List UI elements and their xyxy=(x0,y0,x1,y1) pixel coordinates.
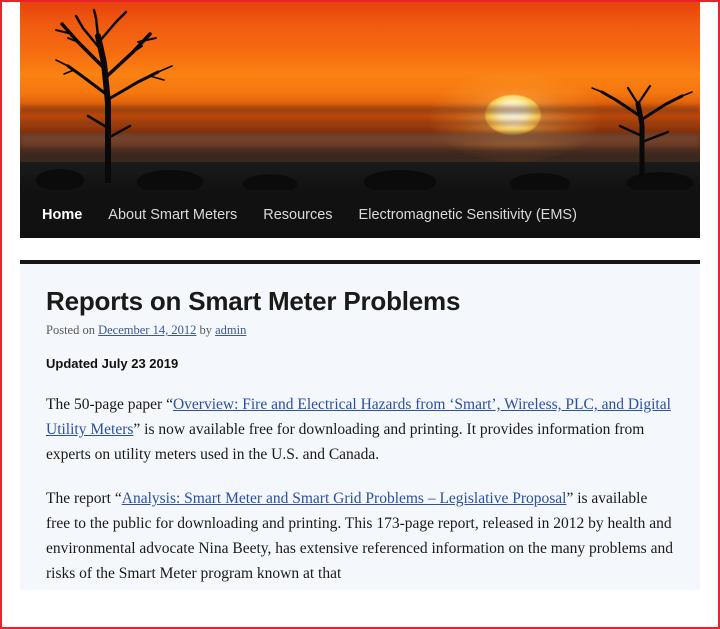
paragraph-overview xyxy=(46,393,674,467)
updated-notice: Updated July 23 2019 xyxy=(46,356,179,371)
main-navigation[interactable] xyxy=(20,192,700,238)
link-analysis-report[interactable]: Analysis: Smart Meter and Smart Grid Problems – Legislative Proposal xyxy=(121,490,567,508)
paragraph-overview-after: ” is now available free for downloading and printing. It provides information from experts on utility meters used in the U.S. and Canada. xyxy=(46,420,645,463)
link-overview-paper[interactable]: Overview: Fire and Electrical Hazards from ‘Smart’, Wireless, PLC, and Digital Utility Meters xyxy=(46,396,671,438)
banner-image xyxy=(20,2,700,238)
post-author-link[interactable]: admin xyxy=(215,323,247,337)
silhouette-tree-left xyxy=(38,8,188,183)
by-label: by xyxy=(199,323,212,337)
paragraph-analysis xyxy=(46,487,674,586)
web-page xyxy=(2,2,718,627)
nav-item-home[interactable]: Home xyxy=(42,207,83,223)
article-content xyxy=(20,260,700,590)
entry-meta xyxy=(46,323,674,338)
nav-item-about-smart-meters[interactable]: About Smart Meters xyxy=(108,207,238,223)
nav-item-electromagnetic-sensitivity[interactable]: Electromagnetic Sensitivity (EMS) xyxy=(358,207,577,223)
paragraph-analysis-before: The report “ xyxy=(46,490,122,508)
silhouette-tree-right xyxy=(580,76,700,176)
site-container xyxy=(20,2,700,590)
post-date-link[interactable]: December 14, 2012 xyxy=(98,323,197,337)
nav-item-resources[interactable]: Resources xyxy=(263,207,333,223)
page-title: Reports on Smart Meter Problems xyxy=(46,286,461,316)
paragraph-overview-before: The 50-page paper “ xyxy=(46,396,173,413)
posted-on-label: Posted on xyxy=(46,323,95,337)
paragraph-analysis-after: ” is available free to the public for downloading and printing. This 173-page report, released in 2012 by health and environmental advocate Nina Beety, has extensive referenced information on the many problems and risks of the Smart Meter program known at that xyxy=(46,490,673,582)
sun xyxy=(485,95,541,135)
